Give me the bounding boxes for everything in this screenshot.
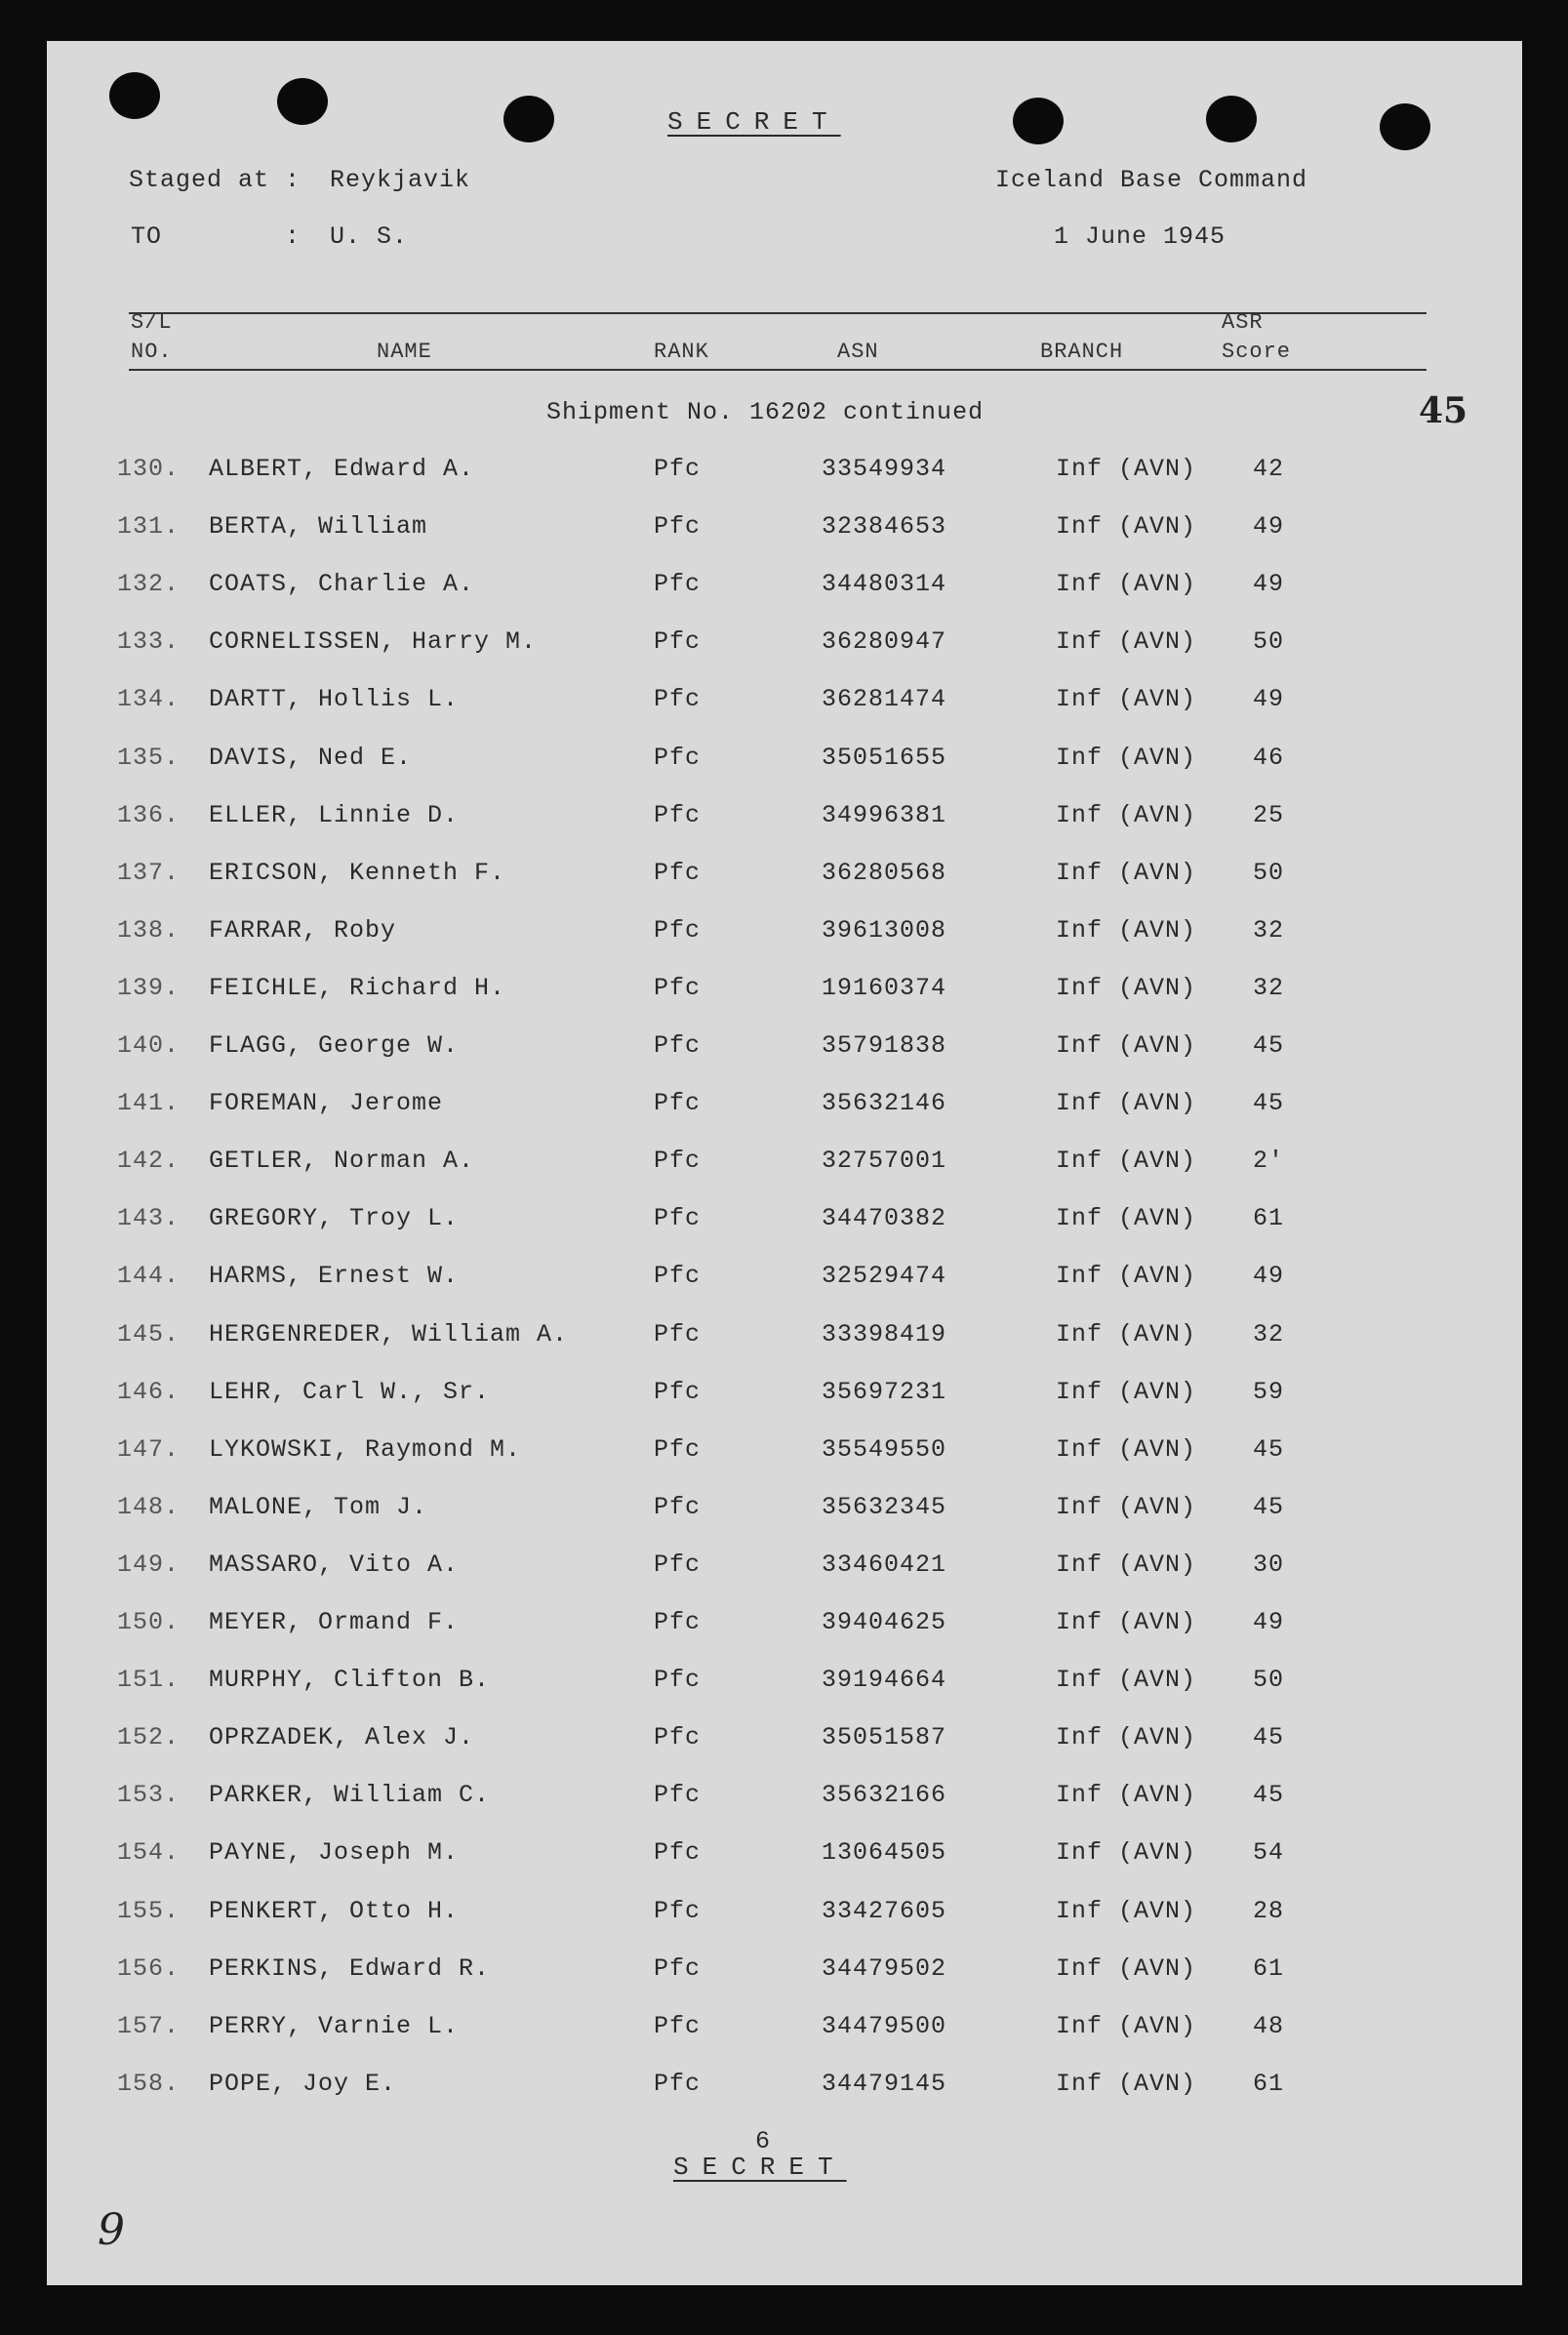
table-row	[47, 2012, 1522, 2051]
table-row	[47, 1204, 1522, 1243]
cell-no: 157.	[117, 2011, 181, 2040]
cell-branch: Inf (AVN)	[1056, 685, 1197, 714]
cell-name: MURPHY, Clifton B.	[209, 1666, 491, 1695]
cell-rank: Pfc	[654, 1838, 702, 1868]
cell-rank: Pfc	[654, 1089, 702, 1118]
table-row	[47, 916, 1522, 955]
cell-branch: Inf (AVN)	[1056, 800, 1197, 829]
cell-branch: Inf (AVN)	[1056, 1262, 1197, 1291]
cell-branch: Inf (AVN)	[1056, 1953, 1197, 1983]
cell-branch: Inf (AVN)	[1056, 1319, 1197, 1349]
cell-score: 45	[1253, 1434, 1285, 1464]
page-stamp: 45	[1419, 390, 1468, 431]
cell-no: 137.	[117, 858, 181, 887]
cell-name: POPE, Joy E.	[209, 2069, 397, 2098]
cell-branch: Inf (AVN)	[1056, 1838, 1197, 1868]
cell-name: MASSARO, Vito A.	[209, 1550, 460, 1579]
cell-rank: Pfc	[654, 1492, 702, 1521]
col-score-top: ASR	[1222, 310, 1264, 335]
cell-name: LEHR, Carl W., Sr.	[209, 1377, 491, 1406]
table-row	[47, 1147, 1522, 1186]
cell-rank: Pfc	[654, 1781, 702, 1810]
cell-no: 134.	[117, 685, 181, 714]
cell-name: PERKINS, Edward R.	[209, 1953, 491, 1983]
cell-score: 50	[1253, 1666, 1285, 1695]
col-asn: ASN	[837, 340, 879, 364]
cell-no: 133.	[117, 627, 181, 657]
staged-at-value: Reykjavik	[330, 166, 471, 194]
cell-score: 50	[1253, 858, 1285, 887]
cell-branch: Inf (AVN)	[1056, 1377, 1197, 1406]
shipment-line: Shipment No. 16202 continued	[546, 398, 985, 426]
cell-branch: Inf (AVN)	[1056, 743, 1197, 772]
cell-no: 142.	[117, 1147, 181, 1176]
punch-hole	[277, 78, 328, 125]
cell-name: HARMS, Ernest W.	[209, 1262, 460, 1291]
col-sl-top: S/L	[131, 310, 173, 335]
cell-rank: Pfc	[654, 1953, 702, 1983]
cell-branch: Inf (AVN)	[1056, 2011, 1197, 2040]
cell-name: PAYNE, Joseph M.	[209, 1838, 460, 1868]
cell-name: COATS, Charlie A.	[209, 570, 475, 599]
cell-branch: Inf (AVN)	[1056, 1666, 1197, 1695]
cell-asn: 19160374	[822, 973, 947, 1002]
cell-no: 158.	[117, 2069, 181, 2098]
cell-asn: 34480314	[822, 570, 947, 599]
command-name: Iceland Base Command	[995, 166, 1308, 194]
cell-rank: Pfc	[654, 685, 702, 714]
cell-score: 49	[1253, 570, 1285, 599]
cell-asn: 35697231	[822, 1377, 947, 1406]
to-colon: :	[285, 222, 302, 251]
cell-asn: 36280947	[822, 627, 947, 657]
cell-rank: Pfc	[654, 570, 702, 599]
cell-branch: Inf (AVN)	[1056, 570, 1197, 599]
cell-rank: Pfc	[654, 2069, 702, 2098]
cell-score: 32	[1253, 915, 1285, 945]
cell-rank: Pfc	[654, 1147, 702, 1176]
cell-score: 30	[1253, 1550, 1285, 1579]
cell-name: FEICHLE, Richard H.	[209, 973, 506, 1002]
cell-rank: Pfc	[654, 1723, 702, 1752]
table-row	[47, 1838, 1522, 1877]
cell-name: DAVIS, Ned E.	[209, 743, 413, 772]
cell-name: ERICSON, Kenneth F.	[209, 858, 506, 887]
cell-score: 49	[1253, 685, 1285, 714]
cell-no: 146.	[117, 1377, 181, 1406]
table-row	[47, 1954, 1522, 1993]
header-rule-bottom	[129, 369, 1427, 371]
page-number: 6	[755, 2127, 772, 2155]
cell-score: 45	[1253, 1723, 1285, 1752]
to-label: TO	[131, 222, 163, 251]
cell-asn: 35051655	[822, 743, 947, 772]
cell-asn: 36281474	[822, 685, 947, 714]
table-row	[47, 455, 1522, 494]
cell-asn: 35549550	[822, 1434, 947, 1464]
table-row	[47, 1723, 1522, 1762]
table-row	[47, 1781, 1522, 1820]
table-row	[47, 1089, 1522, 1128]
cell-branch: Inf (AVN)	[1056, 1492, 1197, 1521]
cell-no: 156.	[117, 1953, 181, 1983]
cell-asn: 34479500	[822, 2011, 947, 2040]
cell-score: 49	[1253, 1262, 1285, 1291]
cell-name: FARRAR, Roby	[209, 915, 397, 945]
table-row	[47, 2070, 1522, 2109]
table-row	[47, 1666, 1522, 1705]
cell-branch: Inf (AVN)	[1056, 1147, 1197, 1176]
cell-score: 45	[1253, 1031, 1285, 1060]
cell-asn: 32384653	[822, 512, 947, 542]
table-row	[47, 974, 1522, 1013]
col-sl-bottom: NO.	[131, 340, 173, 364]
cell-no: 151.	[117, 1666, 181, 1695]
handwritten-mark: 9	[98, 2205, 125, 2255]
cell-rank: Pfc	[654, 1377, 702, 1406]
cell-rank: Pfc	[654, 1896, 702, 1925]
punch-hole	[109, 72, 160, 119]
cell-score: 50	[1253, 627, 1285, 657]
col-rank: RANK	[654, 340, 709, 364]
staged-at-label: Staged at :	[129, 166, 302, 194]
document-page	[47, 41, 1522, 2285]
cell-score: 42	[1253, 455, 1285, 483]
cell-score: 45	[1253, 1089, 1285, 1118]
table-row	[47, 1378, 1522, 1417]
cell-branch: Inf (AVN)	[1056, 1204, 1197, 1233]
cell-name: PENKERT, Otto H.	[209, 1896, 460, 1925]
punch-hole	[1380, 103, 1430, 150]
cell-name: HERGENREDER, William A.	[209, 1319, 569, 1349]
cell-branch: Inf (AVN)	[1056, 1031, 1197, 1060]
cell-branch: Inf (AVN)	[1056, 2069, 1197, 2098]
cell-no: 131.	[117, 512, 181, 542]
table-row	[47, 859, 1522, 898]
cell-no: 136.	[117, 800, 181, 829]
cell-no: 155.	[117, 1896, 181, 1925]
cell-score: 2'	[1253, 1147, 1285, 1176]
cell-rank: Pfc	[654, 512, 702, 542]
cell-asn: 33549934	[822, 455, 947, 483]
cell-branch: Inf (AVN)	[1056, 1896, 1197, 1925]
cell-rank: Pfc	[654, 627, 702, 657]
cell-asn: 33427605	[822, 1896, 947, 1925]
cell-no: 130.	[117, 455, 181, 483]
table-row	[47, 570, 1522, 609]
cell-asn: 13064505	[822, 1838, 947, 1868]
cell-no: 154.	[117, 1838, 181, 1868]
to-value: U. S.	[330, 222, 409, 251]
cell-score: 61	[1253, 1953, 1285, 1983]
cell-rank: Pfc	[654, 1550, 702, 1579]
cell-branch: Inf (AVN)	[1056, 915, 1197, 945]
cell-score: 45	[1253, 1492, 1285, 1521]
col-name: NAME	[377, 340, 432, 364]
cell-asn: 39194664	[822, 1666, 947, 1695]
cell-branch: Inf (AVN)	[1056, 1550, 1197, 1579]
cell-rank: Pfc	[654, 455, 702, 483]
table-row	[47, 1031, 1522, 1070]
cell-name: PERRY, Varnie L.	[209, 2011, 460, 2040]
cell-rank: Pfc	[654, 2011, 702, 2040]
cell-score: 61	[1253, 2069, 1285, 2098]
cell-asn: 39613008	[822, 915, 947, 945]
cell-branch: Inf (AVN)	[1056, 1608, 1197, 1636]
cell-asn: 35632166	[822, 1781, 947, 1810]
cell-rank: Pfc	[654, 1666, 702, 1695]
cell-no: 145.	[117, 1319, 181, 1349]
table-row	[47, 1262, 1522, 1301]
cell-asn: 34479502	[822, 1953, 947, 1983]
cell-name: MALONE, Tom J.	[209, 1492, 428, 1521]
cell-name: FLAGG, George W.	[209, 1031, 460, 1060]
cell-asn: 35791838	[822, 1031, 947, 1060]
cell-rank: Pfc	[654, 800, 702, 829]
cell-score: 32	[1253, 1319, 1285, 1349]
cell-name: MEYER, Ormand F.	[209, 1608, 460, 1636]
cell-rank: Pfc	[654, 915, 702, 945]
col-score-bottom: Score	[1222, 340, 1292, 364]
cell-rank: Pfc	[654, 1204, 702, 1233]
cell-name: LYKOWSKI, Raymond M.	[209, 1434, 522, 1464]
cell-no: 139.	[117, 973, 181, 1002]
cell-name: ELLER, Linnie D.	[209, 800, 460, 829]
cell-name: CORNELISSEN, Harry M.	[209, 627, 538, 657]
cell-no: 138.	[117, 915, 181, 945]
cell-asn: 34479145	[822, 2069, 947, 2098]
cell-asn: 35632146	[822, 1089, 947, 1118]
cell-name: ALBERT, Edward A.	[209, 455, 475, 483]
table-row	[47, 1897, 1522, 1936]
table-row	[47, 1435, 1522, 1474]
cell-name: GREGORY, Troy L.	[209, 1204, 460, 1233]
cell-no: 132.	[117, 570, 181, 599]
cell-asn: 34996381	[822, 800, 947, 829]
table-row	[47, 512, 1522, 551]
cell-asn: 35632345	[822, 1492, 947, 1521]
cell-no: 143.	[117, 1204, 181, 1233]
cell-score: 49	[1253, 512, 1285, 542]
cell-score: 61	[1253, 1204, 1285, 1233]
cell-score: 28	[1253, 1896, 1285, 1925]
cell-no: 150.	[117, 1608, 181, 1636]
cell-asn: 39404625	[822, 1608, 947, 1636]
classification-footer: SECRET	[673, 2153, 847, 2182]
cell-no: 152.	[117, 1723, 181, 1752]
punch-hole	[503, 96, 554, 142]
cell-name: GETLER, Norman A.	[209, 1147, 475, 1176]
cell-no: 149.	[117, 1550, 181, 1579]
cell-no: 140.	[117, 1031, 181, 1060]
cell-name: OPRZADEK, Alex J.	[209, 1723, 475, 1752]
table-row	[47, 1320, 1522, 1359]
punch-hole	[1013, 98, 1064, 144]
cell-no: 144.	[117, 1262, 181, 1291]
cell-name: FOREMAN, Jerome	[209, 1089, 444, 1118]
cell-score: 48	[1253, 2011, 1285, 2040]
document-date: 1 June 1945	[1054, 222, 1226, 251]
cell-score: 46	[1253, 743, 1285, 772]
cell-no: 141.	[117, 1089, 181, 1118]
table-row	[47, 1493, 1522, 1532]
cell-asn: 32757001	[822, 1147, 947, 1176]
table-row	[47, 685, 1522, 724]
cell-branch: Inf (AVN)	[1056, 858, 1197, 887]
cell-score: 25	[1253, 800, 1285, 829]
cell-name: PARKER, William C.	[209, 1781, 491, 1810]
classification-header: SECRET	[667, 107, 841, 137]
cell-branch: Inf (AVN)	[1056, 1781, 1197, 1810]
table-row	[47, 1608, 1522, 1647]
cell-name: BERTA, William	[209, 512, 428, 542]
cell-score: 45	[1253, 1781, 1285, 1810]
cell-asn: 33460421	[822, 1550, 947, 1579]
cell-asn: 34470382	[822, 1204, 947, 1233]
cell-rank: Pfc	[654, 743, 702, 772]
table-row	[47, 744, 1522, 783]
cell-no: 147.	[117, 1434, 181, 1464]
cell-branch: Inf (AVN)	[1056, 627, 1197, 657]
cell-score: 54	[1253, 1838, 1285, 1868]
cell-no: 148.	[117, 1492, 181, 1521]
cell-rank: Pfc	[654, 1262, 702, 1291]
cell-rank: Pfc	[654, 1031, 702, 1060]
cell-no: 153.	[117, 1781, 181, 1810]
cell-rank: Pfc	[654, 1434, 702, 1464]
cell-asn: 35051587	[822, 1723, 947, 1752]
cell-rank: Pfc	[654, 973, 702, 1002]
table-row	[47, 1550, 1522, 1590]
cell-branch: Inf (AVN)	[1056, 1089, 1197, 1118]
cell-branch: Inf (AVN)	[1056, 1434, 1197, 1464]
cell-score: 59	[1253, 1377, 1285, 1406]
cell-rank: Pfc	[654, 1608, 702, 1636]
cell-asn: 33398419	[822, 1319, 947, 1349]
cell-branch: Inf (AVN)	[1056, 512, 1197, 542]
cell-asn: 36280568	[822, 858, 947, 887]
punch-hole	[1206, 96, 1257, 142]
cell-rank: Pfc	[654, 1319, 702, 1349]
table-row	[47, 801, 1522, 840]
cell-rank: Pfc	[654, 858, 702, 887]
cell-no: 135.	[117, 743, 181, 772]
cell-name: DARTT, Hollis L.	[209, 685, 460, 714]
cell-asn: 32529474	[822, 1262, 947, 1291]
cell-branch: Inf (AVN)	[1056, 455, 1197, 483]
cell-branch: Inf (AVN)	[1056, 1723, 1197, 1752]
cell-branch: Inf (AVN)	[1056, 973, 1197, 1002]
table-row	[47, 627, 1522, 666]
cell-score: 49	[1253, 1608, 1285, 1636]
cell-score: 32	[1253, 973, 1285, 1002]
col-branch: BRANCH	[1040, 340, 1124, 364]
